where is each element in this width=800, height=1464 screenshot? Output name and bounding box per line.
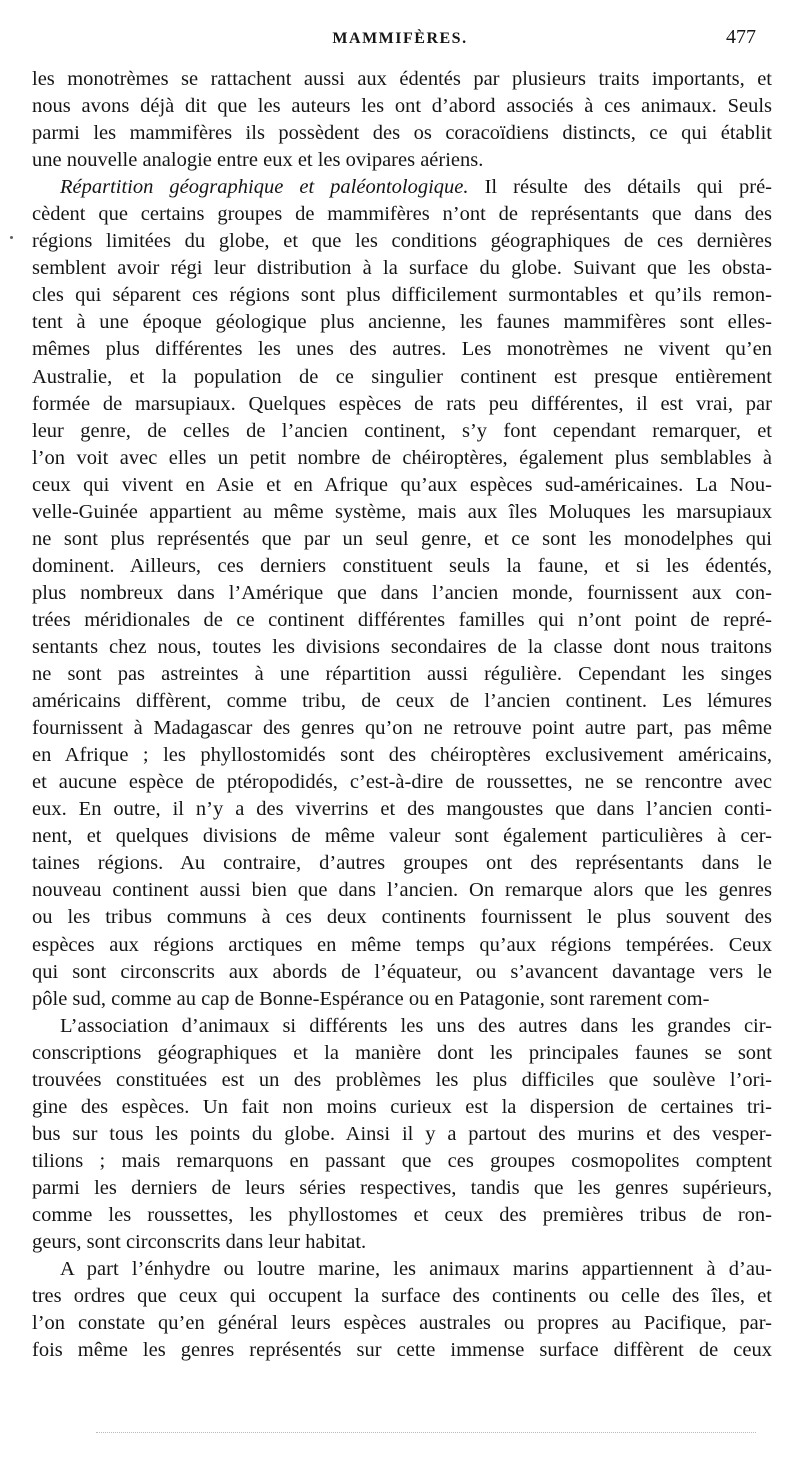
paragraph-marine-animals <box>32 1256 772 1364</box>
text-line: gine des espèces. Un fait non moins curieux est la dispersion de certaines tri- <box>32 1095 772 1118</box>
text-line: eux. En outre, il n’y a des viverrins et des mangoustes que dans l’ancien conti- <box>32 798 772 821</box>
text-line: Australie, et la population de ce singulier continent est presque entièrement <box>32 365 772 388</box>
text-line: L’association d’animaux si différents les uns des autres dans les grandes cir- <box>60 1014 772 1037</box>
text-line <box>32 174 772 201</box>
page-title: MAMMIFÈRES. <box>332 30 468 47</box>
text-line: les monotrèmes se rattachent aussi aux édentés par plusieurs traits importants, et <box>32 68 772 90</box>
body-text <box>32 66 772 1364</box>
text-line: et aucune espèce de ptéropodidés, c’est-à-dire de roussettes, ne se rencontre avec <box>32 771 772 794</box>
page-number: 477 <box>726 26 756 48</box>
text-line: mêmes plus différentes les unes des autres. Les monotrèmes ne vivent qu’en <box>32 338 772 361</box>
text-line: tent à une époque géologique plus ancienne, les faunes mammifères sont elles- <box>32 311 772 334</box>
margin-mark <box>10 236 13 239</box>
section-heading: Répartition géographique et paléontologique. <box>60 176 469 199</box>
text-line: velle-Guinée appartient au même système, mais aux îles Moluques les marsupiaux <box>32 500 772 523</box>
text-line: ceux qui vivent en Asie et en Afrique qu’aux espèces sud-américaines. La Nou- <box>32 473 772 496</box>
text-line: qui sont circonscrits aux abords de l’équateur, ou s’avancent davantage vers le <box>32 960 772 983</box>
text-line: nouveau continent aussi bien que dans l’ancien. On remarque alors que les genres <box>32 879 772 902</box>
text-line: A part l’énhydre ou loutre marine, les animaux marins appartiennent à d’au- <box>60 1258 772 1281</box>
running-head <box>0 24 800 54</box>
text-line: dominent. Ailleurs, ces derniers constituent seuls la faune, et si les édentés, <box>32 554 772 577</box>
text-line: geurs, sont circonscrits dans leur habitat. <box>32 1231 367 1254</box>
text-line: fournissent à Madagascar des genres qu’on ne retrouve point autre part, pas même <box>32 717 772 740</box>
text-line: comme les roussettes, les phyllostomes et ceux des premières tribus de ron- <box>32 1203 772 1226</box>
text-line: l’on voit avec elles un petit nombre de chéiroptères, également plus semblables à <box>32 446 772 469</box>
text-line: tres ordres que ceux qui occupent la surface des continents ou celle des îles, et <box>32 1285 772 1308</box>
text-line: trées méridionales de ce continent différentes familles qui n’ont point de repré- <box>32 608 772 631</box>
text-line: cles qui séparent ces régions sont plus difficilement surmontables et qu’ils remon- <box>32 284 772 307</box>
text-line: semblent avoir régi leur distribution à la surface du globe. Suivant que les obsta- <box>32 257 772 280</box>
text-line: nous avons déjà dit que les auteurs les ont d’abord associés à ces animaux. Seuls <box>32 95 772 118</box>
text-line: sentants chez nous, toutes les divisions secondaires de la classe dont nous traitons <box>32 635 772 658</box>
text-line: l’on constate qu’en général leurs espèces australes ou propres au Pacifique, par- <box>32 1312 772 1335</box>
text-line: en Afrique ; les phyllostomidés sont des chéiroptères exclusivement américains, <box>32 744 772 767</box>
text-line: ne sont pas astreintes à une répartition aussi régulière. Cependant les singes <box>32 663 772 686</box>
text-line: plus nombreux dans l’Amérique que dans l’ancien monde, fournissent aux con- <box>32 581 772 604</box>
text-line: formée de marsupiaux. Quelques espèces de rats peu différentes, il est vrai, par <box>32 392 772 415</box>
footer-print-artifact <box>96 1432 756 1437</box>
text-line: pôle sud, comme au cap de Bonne-Espérance ou en Patagonie, sont rarement com- <box>32 987 710 1010</box>
text-line: conscriptions géographiques et la manière dont les principales faunes se sont <box>32 1041 772 1064</box>
text-line: bus sur tous les points du globe. Ainsi il y a partout des murins et des vesper- <box>32 1122 772 1145</box>
paragraph-association <box>32 1013 772 1256</box>
text-line: trouvées constituées est un des problèmes les plus difficiles que soulève l’ori- <box>32 1068 772 1091</box>
text-line: taines régions. Au contraire, d’autres groupes ont des représentants dans le <box>32 852 772 875</box>
text-line: cèdent que certains groupes de mammifères n’ont de représentants que dans des <box>32 203 772 226</box>
text-line: tilions ; mais remarquons en passant que ces groupes cosmopolites comptent <box>32 1149 772 1172</box>
text-line: régions limitées du globe, et que les conditions géographiques de ces dernières <box>32 230 772 253</box>
text-line: une nouvelle analogie entre eux et les ovipares aériens. <box>32 149 484 172</box>
text-line-rest: Il résulte des détails qui pré- <box>468 176 773 199</box>
paragraph-geographic-distribution <box>32 174 772 1012</box>
text-line: leur genre, de celles de l’ancien continent, s’y font cependant remarquer, et <box>32 419 772 442</box>
text-line: fois même les genres représentés sur cette immense surface diffèrent de ceux <box>32 1339 772 1362</box>
text-line: américains diffèrent, comme tribu, de ceux de l’ancien continent. Les lémures <box>32 690 772 713</box>
text-line: parmi les derniers de leurs séries respectives, tandis que les genres supérieurs, <box>32 1176 772 1199</box>
text-line: espèces aux régions arctiques en même temps qu’aux régions tempérées. Ceux <box>32 933 772 956</box>
text-line: ne sont plus représentés que par un seul genre, et ce sont les monodelphes qui <box>32 527 772 550</box>
paragraph-intro <box>32 66 772 174</box>
text-line: ou les tribus communs à ces deux continents fournissent le plus souvent des <box>32 906 772 929</box>
text-line: parmi les mammifères ils possèdent des os coracoïdiens distincts, ce qui établit <box>32 122 772 145</box>
text-line: nent, et quelques divisions de même valeur sont également particulières à cer- <box>32 825 772 848</box>
